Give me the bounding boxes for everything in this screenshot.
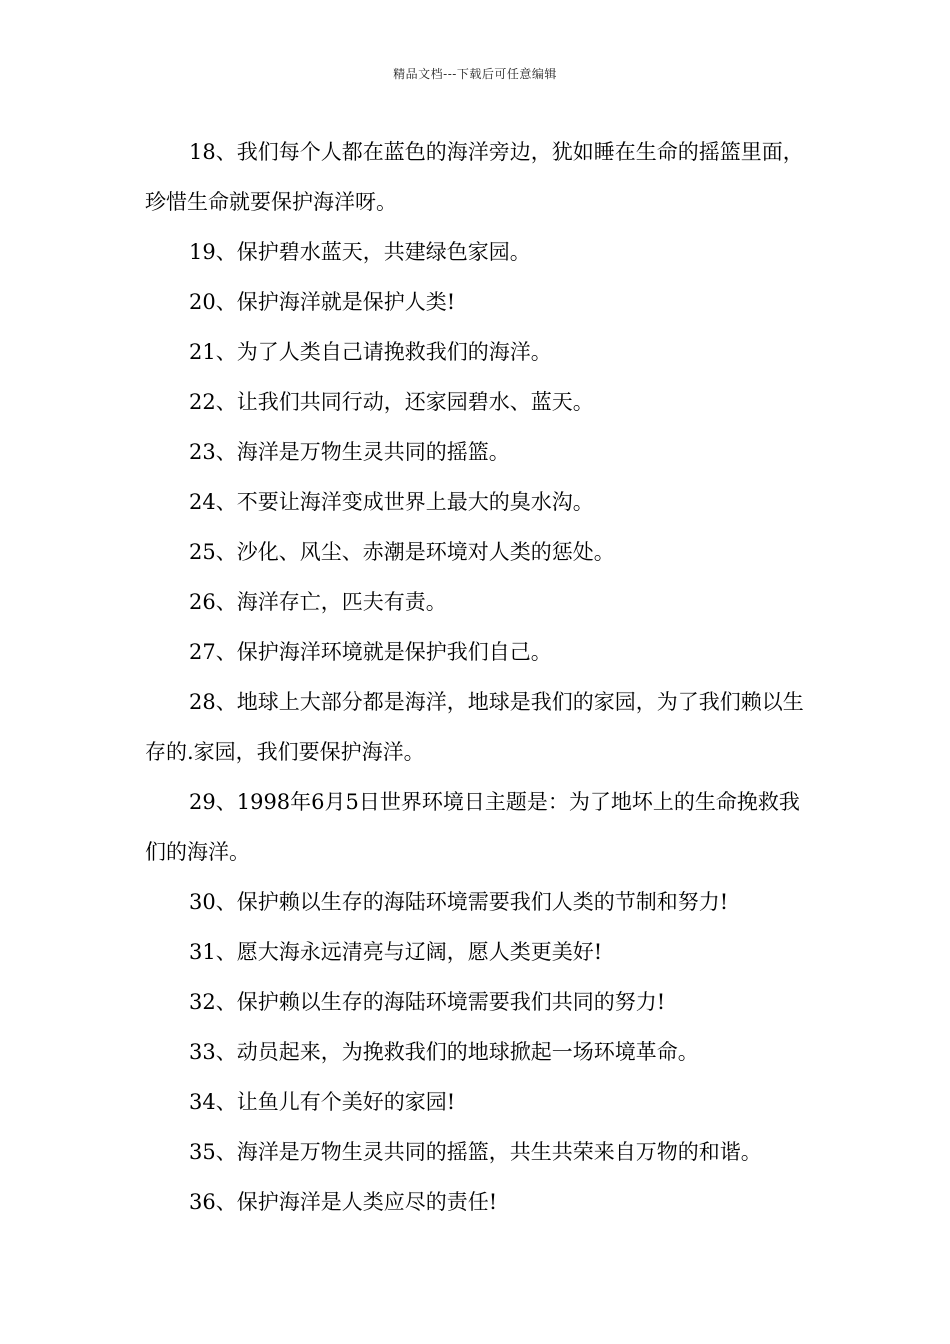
paragraph-35: 35、海洋是万物生灵共同的摇篮，共生共荣来自万物的和谐。 — [189, 1140, 762, 1164]
paragraph-23: 23、海洋是万物生灵共同的摇篮。 — [189, 440, 510, 464]
paragraph-29: 29、1998年6月5日世界环境日主题是：为了地坏上的生命挽救我们的海洋。 — [145, 790, 800, 864]
paragraph-28: 28、地球上大部分都是海洋，地球是我们的家园，为了我们赖以生存的.家园，我们要保护海洋。 — [145, 690, 804, 764]
paragraph-31: 31、愿大海永远清亮与辽阔，愿人类更美好! — [189, 940, 603, 964]
paragraph-20: 20、保护海洋就是保护人类! — [189, 290, 456, 314]
document-body — [145, 127, 813, 1227]
paragraph-27: 27、保护海洋环境就是保护我们自己。 — [189, 640, 552, 664]
paragraph-21: 21、为了人类自己请挽救我们的海洋。 — [189, 340, 552, 364]
paragraph-18: 18、我们每个人都在蓝色的海洋旁边，犹如睡在生命的摇篮里面，珍惜生命就要保护海洋呀。 — [145, 140, 804, 214]
paragraph-22: 22、让我们共同行动，还家园碧水、蓝天。 — [189, 390, 594, 414]
paragraph-33: 33、动员起来，为挽救我们的地球掀起一场环境革命。 — [189, 1040, 699, 1064]
paragraph-25: 25、沙化、风尘、赤潮是环境对人类的惩处。 — [189, 540, 615, 564]
paragraph-24: 24、不要让海洋变成世界上最大的臭水沟。 — [189, 490, 594, 514]
paragraph-30: 30、保护赖以生存的海陆环境需要我们人类的节制和努力! — [189, 890, 729, 914]
paragraph-34: 34、让鱼儿有个美好的家园! — [189, 1090, 456, 1114]
page-header: 精品文档---下载后可任意编辑 — [393, 67, 557, 81]
paragraph-36: 36、保护海洋是人类应尽的责任! — [189, 1190, 498, 1214]
paragraph-19: 19、保护碧水蓝天，共建绿色家园。 — [189, 240, 531, 264]
paragraph-26: 26、海洋存亡，匹夫有责。 — [189, 590, 447, 614]
paragraph-32: 32、保护赖以生存的海陆环境需要我们共同的努力! — [189, 990, 666, 1014]
